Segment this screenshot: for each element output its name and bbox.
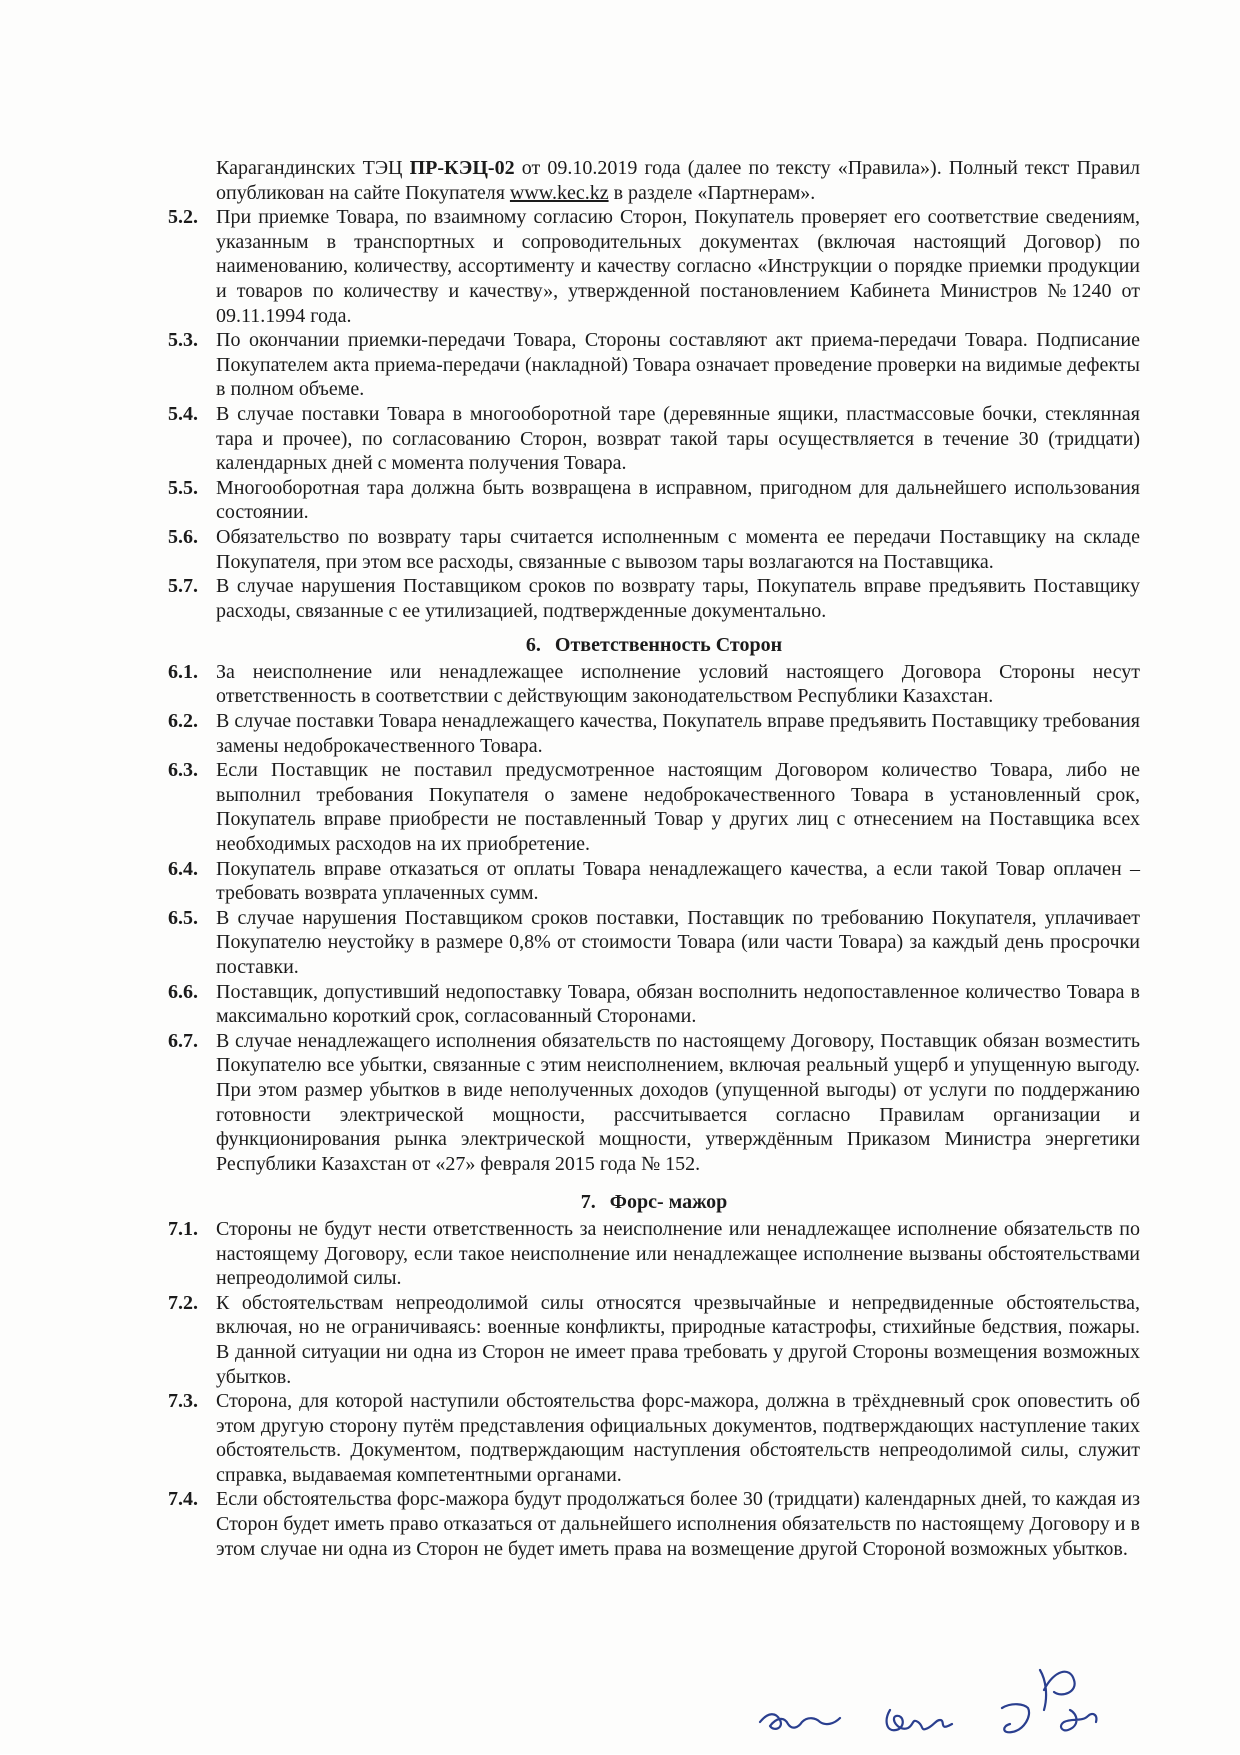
section-7-clauses bbox=[168, 1217, 1140, 1561]
clause-text: В случае нарушения Поставщиком сроков по возврату тары, Покупатель вправе предъявить Поставщику расходы, связанные с ее утилизацией, подтвержденные документально. bbox=[216, 575, 1140, 622]
clause-number: 5.5. bbox=[168, 476, 198, 499]
section-6-title: Ответственность Сторон bbox=[554, 634, 783, 657]
clause-number: 7.1. bbox=[168, 1217, 198, 1240]
clause-number: 5.3. bbox=[168, 329, 198, 352]
clause-number: 7.4. bbox=[168, 1488, 198, 1511]
section-5-clause bbox=[168, 402, 1140, 476]
section-7-clause bbox=[168, 1217, 1140, 1291]
section-6-clauses bbox=[168, 660, 1140, 1176]
signature-3 bbox=[1002, 1670, 1096, 1732]
clause-text: Многооборотная тара должна быть возвращена в исправном, пригодном для дальнейшего использования состоянии. bbox=[216, 476, 1140, 524]
document-body bbox=[168, 156, 1140, 1561]
section-5-clause bbox=[168, 328, 1140, 402]
clause-text: Покупатель вправе отказаться от оплаты Товара ненадлежащего качества, а если такой Товар оплачен – требовать возврата уплаченных сумм. bbox=[216, 857, 1140, 905]
clause-number: 7.3. bbox=[168, 1390, 198, 1413]
clause-text: В случае поставки Товара ненадлежащего качества, Покупатель вправе предъявить Поставщику требования замены недоброкачественного Товара. bbox=[216, 710, 1140, 757]
signatures bbox=[740, 1650, 1180, 1750]
clause-number: 6.2. bbox=[168, 710, 198, 733]
section-6-clause bbox=[168, 980, 1140, 1029]
section-6-clause bbox=[168, 1029, 1140, 1177]
section-5-clauses bbox=[168, 205, 1140, 623]
clause-text: При приемке Товара, по взаимному согласию Сторон, Покупатель проверяет его соответствие сведениям, указанным в транспортных и сопроводительных документах (включая настоящий Договор) по наименованию, количеству, ассортименту и качеству согласно «Инструкции о порядке приемки продукции и товаров по количеству и качеству», утвержденной постановлением Кабинета Министров №1240 от 09.11.1994 года. bbox=[216, 206, 1140, 327]
section-7-number: 7. bbox=[580, 1191, 596, 1214]
section-6-heading bbox=[168, 633, 1140, 658]
clause-text: В случае ненадлежащего исполнения обязательств по настоящему Договору, Поставщик обязан возместить Покупателю все убытки, связанные с этим неисполнением, включая реальный ущерб и упущенную выгоду. При этом размер убытков в виде неполученных доходов (упущенной выгоды) от услуги по поддержанию готовности электрической мощности, рассчитывается согласно Правилам организации и функционирования рынка электрической мощности, утверждённым Приказом Министра энергетики Республики Казахстан от «27» февраля 2015 года № 152. bbox=[216, 1029, 1140, 1175]
section-6-number: 6. bbox=[525, 634, 541, 657]
section-7-clause bbox=[168, 1389, 1140, 1487]
clause-text: В случае поставки Товара в многооборотной таре (деревянные ящики, пластмассовые бочки, стеклянная тара и прочее), по согласованию Сторон, возврат такой тары осуществляется в течение 30 (тридцати) календарных дней с момента получения Товара. bbox=[216, 402, 1140, 475]
rules-code: ПР-КЭЦ-02 bbox=[409, 157, 515, 179]
section-5-clause bbox=[168, 205, 1140, 328]
clause-text: Стороны не будут нести ответственность за неисполнение или ненадлежащее исполнение обязательств по настоящему Договору, если такое неисполнение или ненадлежащее исполнение вызваны обстоятельствами непреодолимой силы. bbox=[216, 1217, 1140, 1290]
clause-number: 6.1. bbox=[168, 660, 198, 683]
clause-number: 5.4. bbox=[168, 402, 198, 425]
clause-number: 7.2. bbox=[168, 1291, 198, 1314]
clause-number: 6.6. bbox=[168, 980, 198, 1003]
clause-number: 6.4. bbox=[168, 857, 198, 880]
clause-text: Если Поставщик не поставил предусмотренное настоящим Договором количество Товара, либо не выполнил требования Покупателя о замене недоброкачественного Товара в установленный срок, Покупатель вправе приобрести не поставленный Товар у других лиц с отнесением на Поставщика всех необходимых расходов на их приобретение. bbox=[216, 759, 1140, 856]
signature-1 bbox=[760, 1714, 840, 1729]
intro-paragraph bbox=[168, 156, 1140, 205]
clause-text: Поставщик, допустивший недопоставку Товара, обязан восполнить недопоставленное количество Товара в максимально короткий срок, согласованный Сторонами. bbox=[216, 980, 1140, 1028]
section-6-clause bbox=[168, 660, 1140, 709]
section-6-clause bbox=[168, 906, 1140, 980]
section-5-clause bbox=[168, 476, 1140, 525]
intro-text-cont: от 09.10.2019 года (далее по тексту «Правила»). Полный текст Правил опубликован на сайте Покупателя bbox=[216, 157, 1140, 204]
section-6-clause bbox=[168, 709, 1140, 758]
section-5-clause bbox=[168, 525, 1140, 574]
handwritten-signatures-image bbox=[740, 1650, 1180, 1750]
intro-text: Карагандинских ТЭЦ bbox=[216, 157, 410, 179]
clause-text: К обстоятельствам непреодолимой силы относятся чрезвычайные и непредвиденные обстоятельства, включая, но не ограничиваясь: военные конфликты, природные катастрофы, стихийные бедствия, пожары. В данной ситуации ни одна из Сторон не имеет права требовать у другой Стороны возмещения возможных убытков. bbox=[216, 1291, 1140, 1388]
clause-text: Если обстоятельства форс-мажора будут продолжаться более 30 (тридцати) календарных дней, то каждая из Сторон будет иметь право отказаться от дальнейшего исполнения обязательств по настоящему Договору и в этом случае ни одна из Сторон не будет иметь права на возмещение другой Стороной возможных убытков. bbox=[216, 1488, 1140, 1560]
section-7-heading bbox=[168, 1190, 1140, 1215]
section-7-clause bbox=[168, 1291, 1140, 1389]
website-link[interactable]: www.kec.kz bbox=[509, 181, 609, 204]
clause-number: 6.5. bbox=[168, 906, 198, 929]
intro-text-end: в разделе «Партнерам». bbox=[608, 181, 816, 204]
section-5-clause bbox=[168, 574, 1140, 623]
signature-2 bbox=[887, 1710, 952, 1730]
clause-text: Сторона, для которой наступили обстоятельства форс-мажора, должна в трёхдневный срок оповестить об этом другую сторону путём представления официальных документов, подтверждающих наступление таких обстоятельств. Документом, подтверждающим наступления обстоятельств непреодолимой силы, служит справка, выдаваемая компетентными органами. bbox=[216, 1390, 1140, 1486]
clause-number: 6.3. bbox=[168, 759, 198, 782]
clause-number: 5.2. bbox=[168, 206, 198, 229]
section-7-clause bbox=[168, 1487, 1140, 1561]
section-6-clause bbox=[168, 857, 1140, 906]
section-7-title: Форс- мажор bbox=[609, 1191, 728, 1214]
clause-text: За неисполнение или ненадлежащее исполнение условий настоящего Договора Стороны несут ответственность в соответствии с действующим законодательством Республики Казахстан. bbox=[216, 660, 1140, 708]
section-6-clause bbox=[168, 758, 1140, 856]
clause-number: 5.7. bbox=[168, 575, 198, 598]
clause-text: В случае нарушения Поставщиком сроков поставки, Поставщик по требованию Покупателя, уплачивает Покупателю неустойку в размере 0,8% от стоимости Товара (или части Товара) за каждый день просрочки поставки. bbox=[216, 906, 1140, 978]
clause-text: Обязательство по возврату тары считается исполненным с момента ее передачи Поставщику на складе Покупателя, при этом все расходы, связанные с вывозом тары возлагаются на Поставщика. bbox=[216, 525, 1140, 573]
clause-text: По окончании приемки-передачи Товара, Стороны составляют акт приема-передачи Товара. Подписание Покупателем акта приема-передачи (накладной) Товара означает проведение проверки на видимые дефекты в полном объеме. bbox=[216, 329, 1140, 401]
clause-number: 6.7. bbox=[168, 1029, 198, 1052]
clause-number: 5.6. bbox=[168, 525, 198, 548]
